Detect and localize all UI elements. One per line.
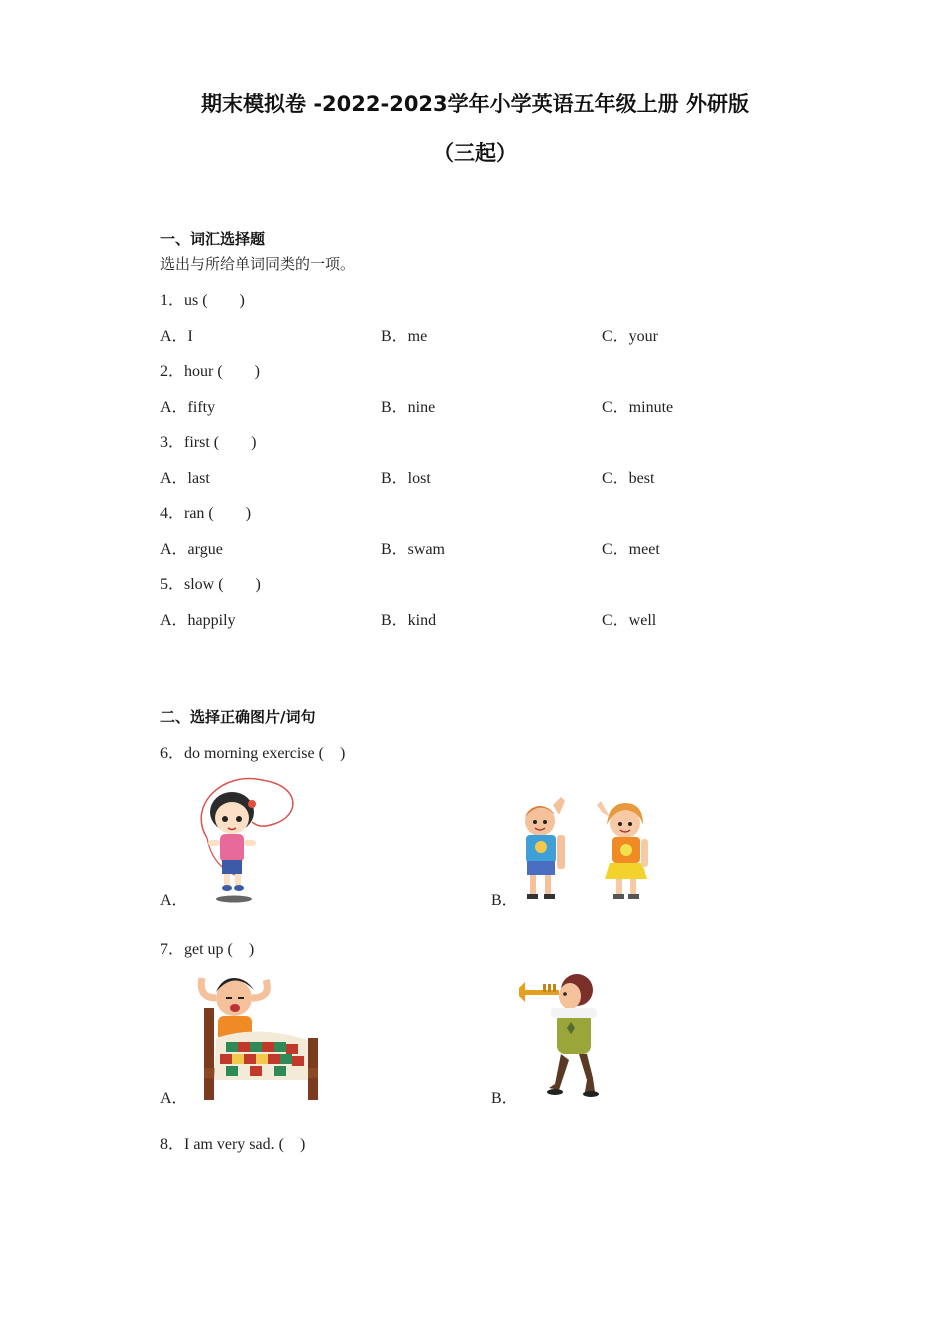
q6-option-a[interactable]: A． [160,892,188,909]
q4-option-b[interactable]: B．swam [381,541,446,558]
q1-option-c[interactable]: C．your [602,328,659,345]
jump-rope-girl-image[interactable] [192,776,302,904]
section1-instruction: 选出与所给单词同类的一项。 [160,255,356,273]
boy-waking-up-image[interactable] [196,968,324,1102]
page-subtitle: （三起） [433,141,517,165]
q3-option-c[interactable]: C．best [602,470,655,487]
section2-heading: 二、选择正确图片/词句 [160,708,316,726]
q1-option-b[interactable]: B．me [381,328,428,345]
q7-option-a[interactable]: A． [160,1090,188,1107]
question-stem-8: 8．I am very sad. ( ) [160,1136,306,1153]
question-stem-6: 6．do morning exercise ( ) [160,745,346,762]
page-title: 期末模拟卷 -2022-2023学年小学英语五年级上册 外研版 [201,92,749,116]
q1-option-a[interactable]: A．I [160,328,193,345]
q4-option-c[interactable]: C．meet [602,541,660,558]
q3-option-b[interactable]: B．lost [381,470,431,487]
q7-option-b[interactable]: B． [491,1090,518,1107]
question-stem-7: 7．get up ( ) [160,941,255,958]
question-stem-1: 1．us ( ) [160,292,245,309]
q5-option-a[interactable]: A．happily [160,612,236,629]
q2-option-c[interactable]: C．minute [602,399,674,416]
question-stem-3: 3．first ( ) [160,434,257,451]
q2-option-b[interactable]: B．nine [381,399,436,416]
morning-exercise-kids-image[interactable] [515,795,660,903]
section1-heading: 一、词汇选择题 [160,230,266,248]
q6-option-b[interactable]: B． [491,892,518,909]
q5-option-c[interactable]: C．well [602,612,657,629]
question-stem-2: 2．hour ( ) [160,363,260,380]
q3-option-a[interactable]: A．last [160,470,210,487]
q2-option-a[interactable]: A．fifty [160,399,216,416]
question-stem-4: 4．ran ( ) [160,505,252,522]
question-stem-5: 5．slow ( ) [160,576,261,593]
boy-playing-trumpet-image[interactable] [515,968,610,1102]
q4-option-a[interactable]: A．argue [160,541,223,558]
q5-option-b[interactable]: B．kind [381,612,437,629]
